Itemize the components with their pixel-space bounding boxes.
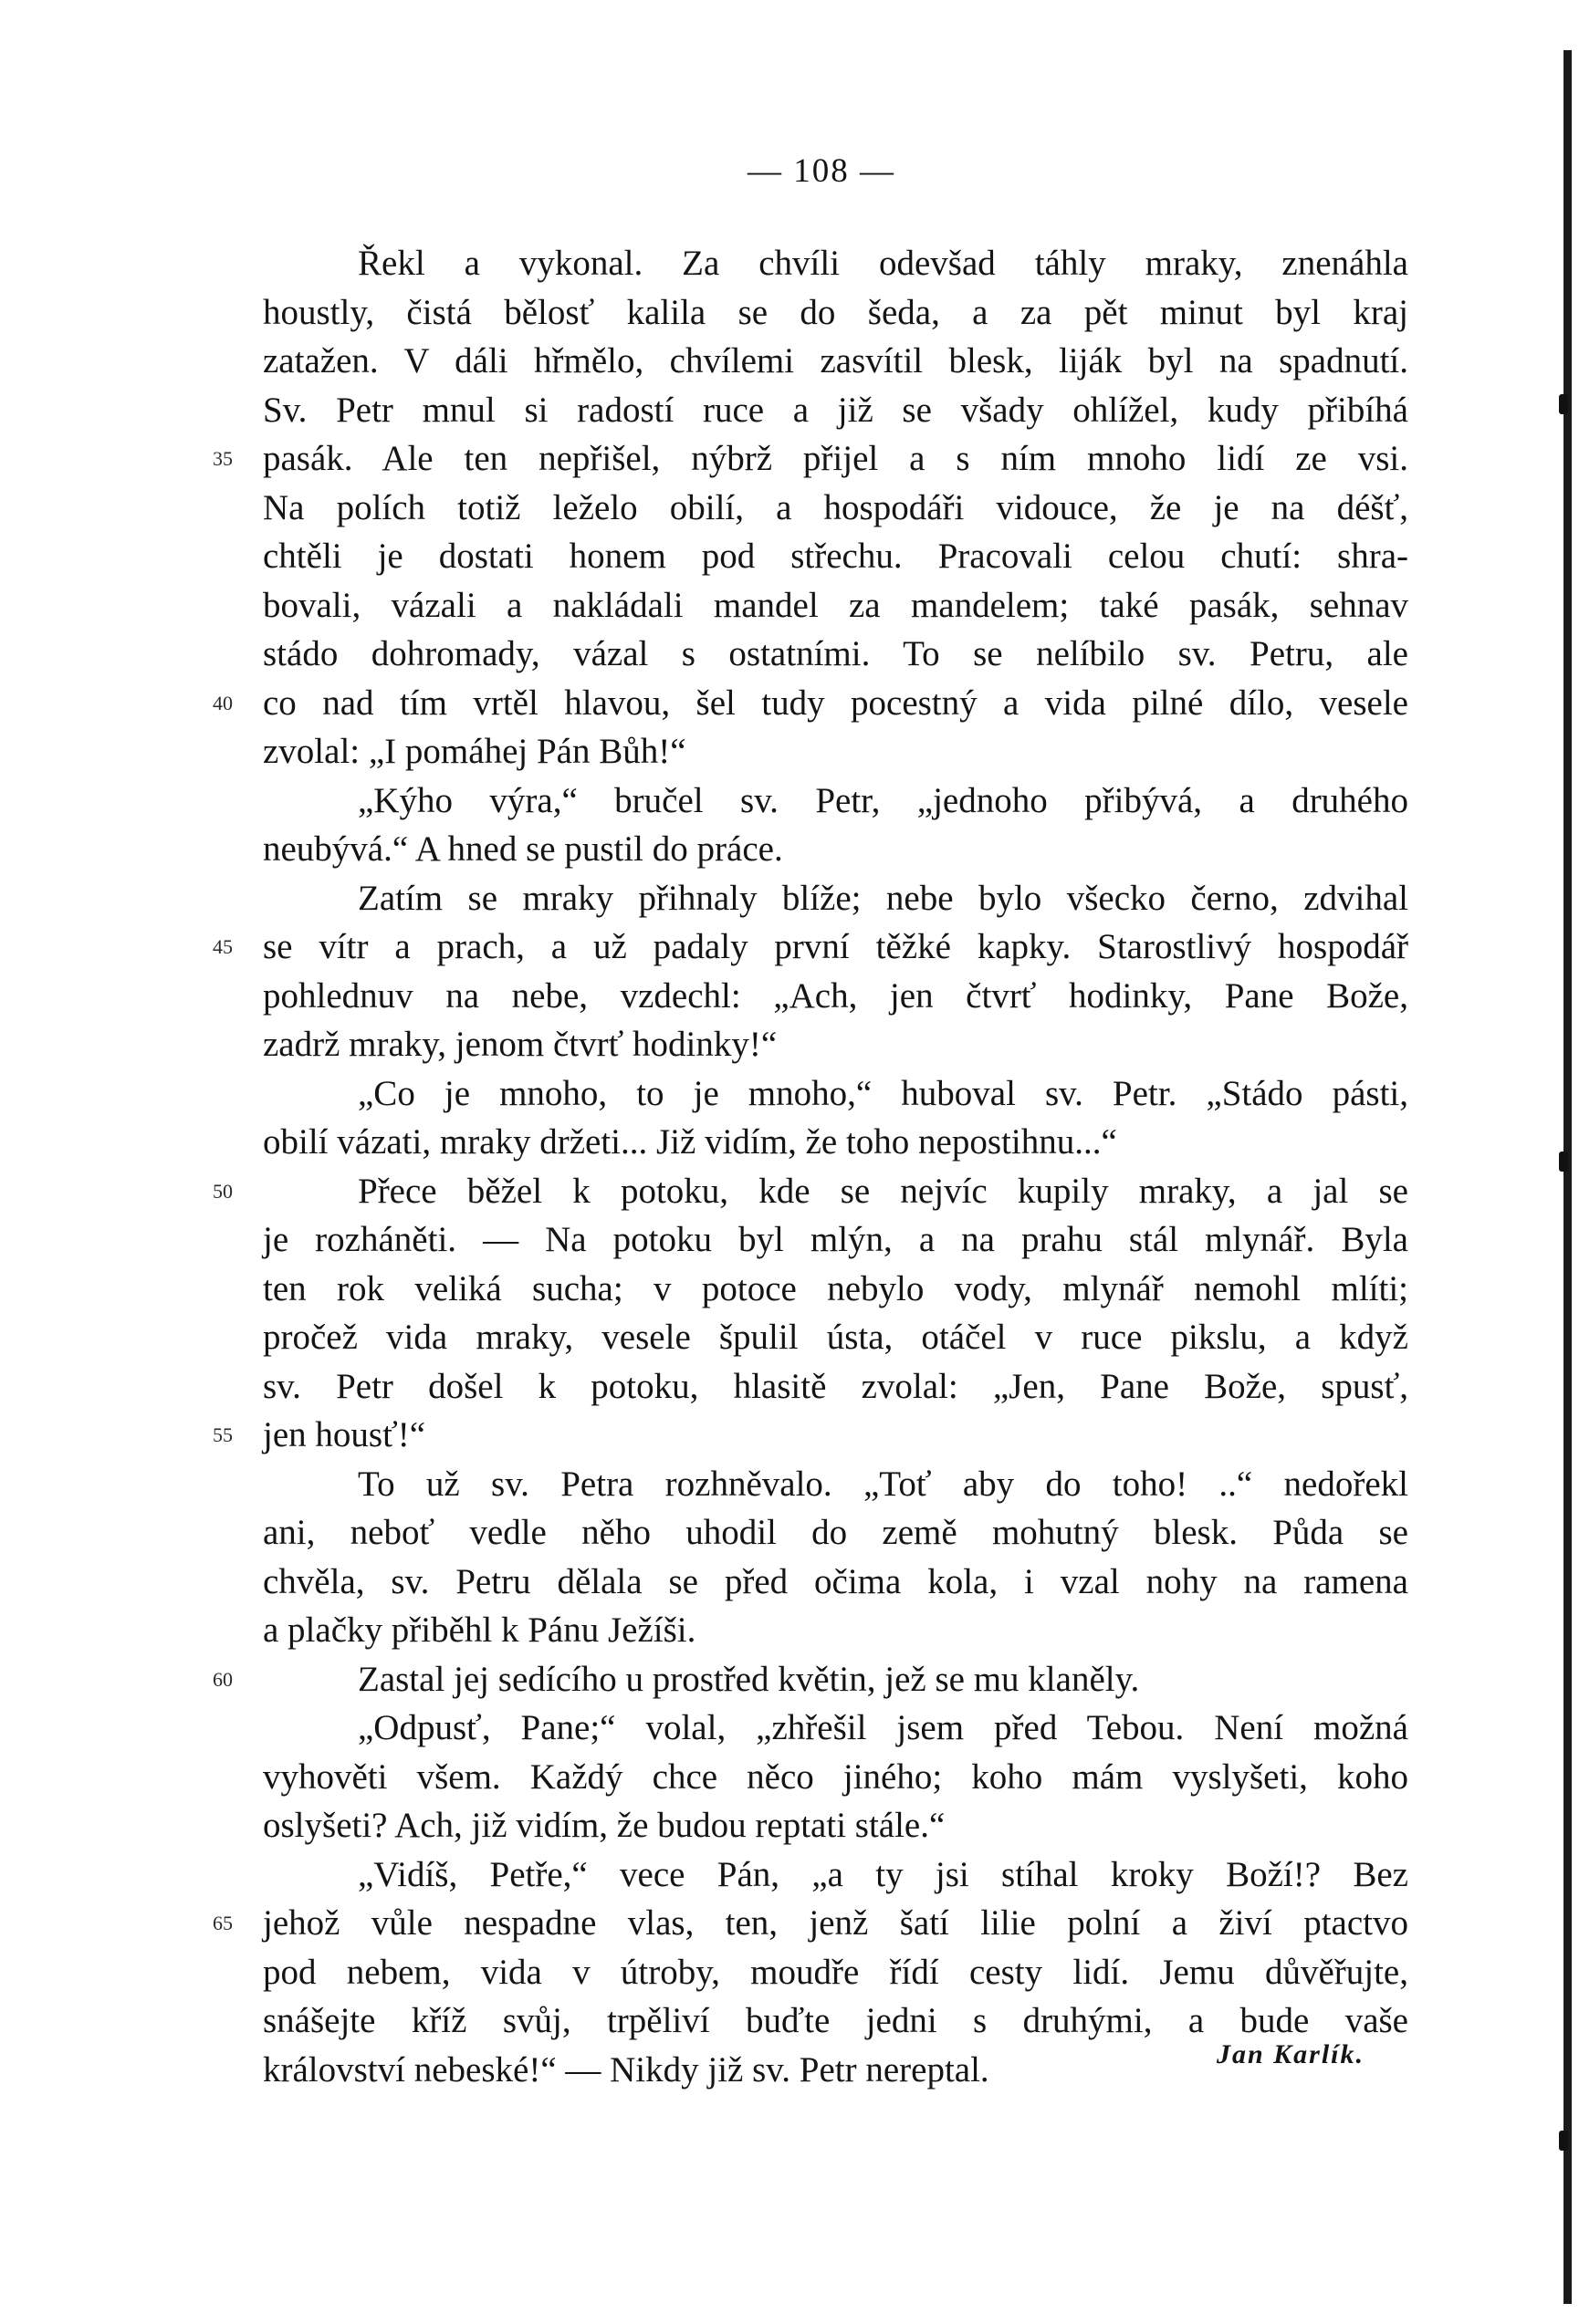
line-text: snášejte kříž svůj, trpěliví buďte jedni s druhými, a bude vaše xyxy=(263,2001,1408,2040)
text-line xyxy=(263,239,1408,288)
line-text: „Co je mnoho, to je mnoho,“ huboval sv. Petr. „Stádo pásti, xyxy=(358,1073,1408,1113)
line-text: Přece běžel k potoku, kde se nejvíc kupily mraky, a jal se xyxy=(358,1171,1408,1211)
line-text: „Kýho výra,“ bručel sv. Petr, „jednoho přibývá, a druhého xyxy=(358,780,1408,820)
scan-edge-bar xyxy=(1563,50,1572,2304)
text-line xyxy=(263,288,1408,338)
line-number: 60 xyxy=(213,1667,233,1691)
text-line xyxy=(263,1069,1408,1119)
text-line xyxy=(263,727,1408,776)
line-text: pod nebem, vida v útroby, moudře řídí cesty lidí. Jemu důvěřujte, xyxy=(263,1952,1408,1992)
page-number: — 108 — xyxy=(748,152,895,190)
body-text xyxy=(213,239,1408,2094)
line-text: vyhověti všem. Každý chce něco jiného; koho mám vyslyšeti, koho xyxy=(263,1756,1408,1797)
text-line xyxy=(263,1313,1408,1362)
text-line xyxy=(263,1362,1408,1412)
line-text: chtěli je dostati honem pod střechu. Pracovali celou chutí: shra- xyxy=(263,537,1408,576)
text-line xyxy=(263,386,1408,435)
text-line xyxy=(213,679,1408,728)
line-text: Řekl a vykonal. Za chvíli odevšad táhly mraky, znenáhla xyxy=(358,244,1408,283)
line-text: To už sv. Petra rozhněvalo. „Toť aby do toho! ..“ nedořekl xyxy=(358,1464,1408,1504)
text-line xyxy=(263,1118,1408,1167)
line-text: obilí vázati, mraky držeti... Již vidím, že toho nepostihnu...“ xyxy=(263,1122,1117,1162)
line-text: pročež vida mraky, vesele špulil ústa, otáčel v ruce pikslu, a když xyxy=(263,1318,1408,1357)
text-line xyxy=(263,1020,1408,1069)
line-text: je rozháněti. — Na potoku byl mlýn, a na prahu stál mlynář. Byla xyxy=(263,1220,1408,1259)
text-line xyxy=(213,922,1408,972)
text-line xyxy=(263,532,1408,581)
text-line xyxy=(263,1606,1408,1655)
line-text: „Vidíš, Petře,“ vece Pán, „a ty jsi stíhal kroky Boží!? Bez xyxy=(358,1854,1408,1894)
text-line xyxy=(263,1508,1408,1558)
scan-edge-mark xyxy=(1559,1152,1568,1172)
line-text: Sv. Petr mnul si radostí ruce a již se všady ohlížel, kudy přibíhá xyxy=(263,390,1408,430)
text-line xyxy=(263,1850,1408,1900)
line-text: „Odpusť, Pane;“ volal, „zhřešil jsem před Tebou. Není možná xyxy=(358,1708,1408,1747)
line-text: království nebeské!“ — Nikdy již sv. Petr nereptal. xyxy=(263,2049,989,2090)
line-text: bovali, vázali a nakládali mandel za mandelem; také pasák, sehnav xyxy=(263,585,1408,625)
line-number: 55 xyxy=(213,1423,233,1446)
line-text: se vítr a prach, a už padaly první těžké kapky. Starostlivý hospodář xyxy=(263,927,1408,966)
line-text: ten rok veliká sucha; v potoce nebylo vody, mlynář nemohl mlíti; xyxy=(263,1268,1408,1308)
line-text: stádo dohromady, vázal s ostatními. To se nelíbilo sv. Petru, ale xyxy=(263,634,1408,673)
line-text: pohlednuv na nebe, vzdechl: „Ach, jen čtvrť hodinky, Pane Bože, xyxy=(263,975,1408,1016)
line-number: 65 xyxy=(213,1912,233,1934)
line-text: neubývá.“ A hned se pustil do práce. xyxy=(263,829,783,869)
text-line xyxy=(263,1460,1408,1509)
line-text: Zatím se mraky přihnaly blíže; nebe bylo všecko černo, zdvihal xyxy=(358,878,1408,918)
scan-edge-mark xyxy=(1559,394,1568,414)
text-line xyxy=(213,1411,1408,1460)
line-text: jen housť!“ xyxy=(263,1415,426,1454)
text-line xyxy=(263,1265,1408,1314)
text-line xyxy=(213,1899,1408,1948)
text-line xyxy=(263,581,1408,631)
text-line xyxy=(213,434,1408,484)
line-text: co nad tím vrtěl hlavou, šel tudy pocestný a vida pilné dílo, vesele xyxy=(263,683,1408,723)
line-number: 45 xyxy=(213,935,233,958)
text-line xyxy=(263,484,1408,533)
text-line xyxy=(263,874,1408,923)
line-text: pasák. Ale ten nepřišel, nýbrž přijel a s ním mnoho lidí ze vsi. xyxy=(263,439,1408,478)
text-line xyxy=(263,1704,1408,1753)
line-text: oslyšeti? Ach, již vidím, že budou reptati stále.“ xyxy=(263,1806,946,1845)
line-text: Na polích totiž leželo obilí, a hospodáři vidouce, že je na déšť, xyxy=(263,487,1408,527)
line-number: 40 xyxy=(213,691,233,714)
text-line xyxy=(263,1753,1408,1802)
text-line xyxy=(263,972,1408,1021)
text-line xyxy=(263,630,1408,679)
text-line xyxy=(263,1801,1408,1850)
line-text: zvolal: „I pomáhej Pán Bůh!“ xyxy=(263,732,686,771)
line-text: ani, neboť vedle něho uhodil do země mohutný blesk. Půda se xyxy=(263,1513,1408,1552)
text-line xyxy=(263,825,1408,874)
line-text: chvěla, sv. Petru dělala se před očima kola, i vzal nohy na ramena xyxy=(263,1561,1408,1601)
line-text: Zastal jej sedícího u prostřed květin, jež se mu klaněly. xyxy=(358,1659,1140,1699)
line-text: sv. Petr došel k potoku, hlasitě zvolal: „Jen, Pane Bože, spusť, xyxy=(263,1366,1408,1406)
line-number: 50 xyxy=(213,1179,233,1203)
line-text: houstly, čistá bělosť kalila se do šeda, a za pět minut byl kraj xyxy=(263,292,1408,332)
line-text: a plačky přiběhl k Pánu Ježíši. xyxy=(263,1610,696,1650)
text-line xyxy=(263,1996,1408,2046)
text-line xyxy=(263,1558,1408,1607)
text-line xyxy=(263,1948,1408,1997)
text-line xyxy=(263,337,1408,386)
text-line xyxy=(213,1167,1408,1216)
text-line xyxy=(263,776,1408,826)
author-signature: Jan Karlík. xyxy=(1216,2039,1365,2069)
line-text: zadrž mraky, jenom čtvrť hodinky!“ xyxy=(263,1025,778,1064)
line-number: 35 xyxy=(213,447,233,470)
text-line xyxy=(213,1655,1408,1704)
scan-edge-mark xyxy=(1559,2131,1568,2151)
line-text: jehož vůle nespadne vlas, ten, jenž šatí lilie polní a živí ptactvo xyxy=(263,1903,1408,1943)
line-text: zatažen. V dáli hřmělo, chvílemi zasvítil blesk, liják byl na spadnutí. xyxy=(263,341,1408,380)
text-line xyxy=(263,1215,1408,1265)
